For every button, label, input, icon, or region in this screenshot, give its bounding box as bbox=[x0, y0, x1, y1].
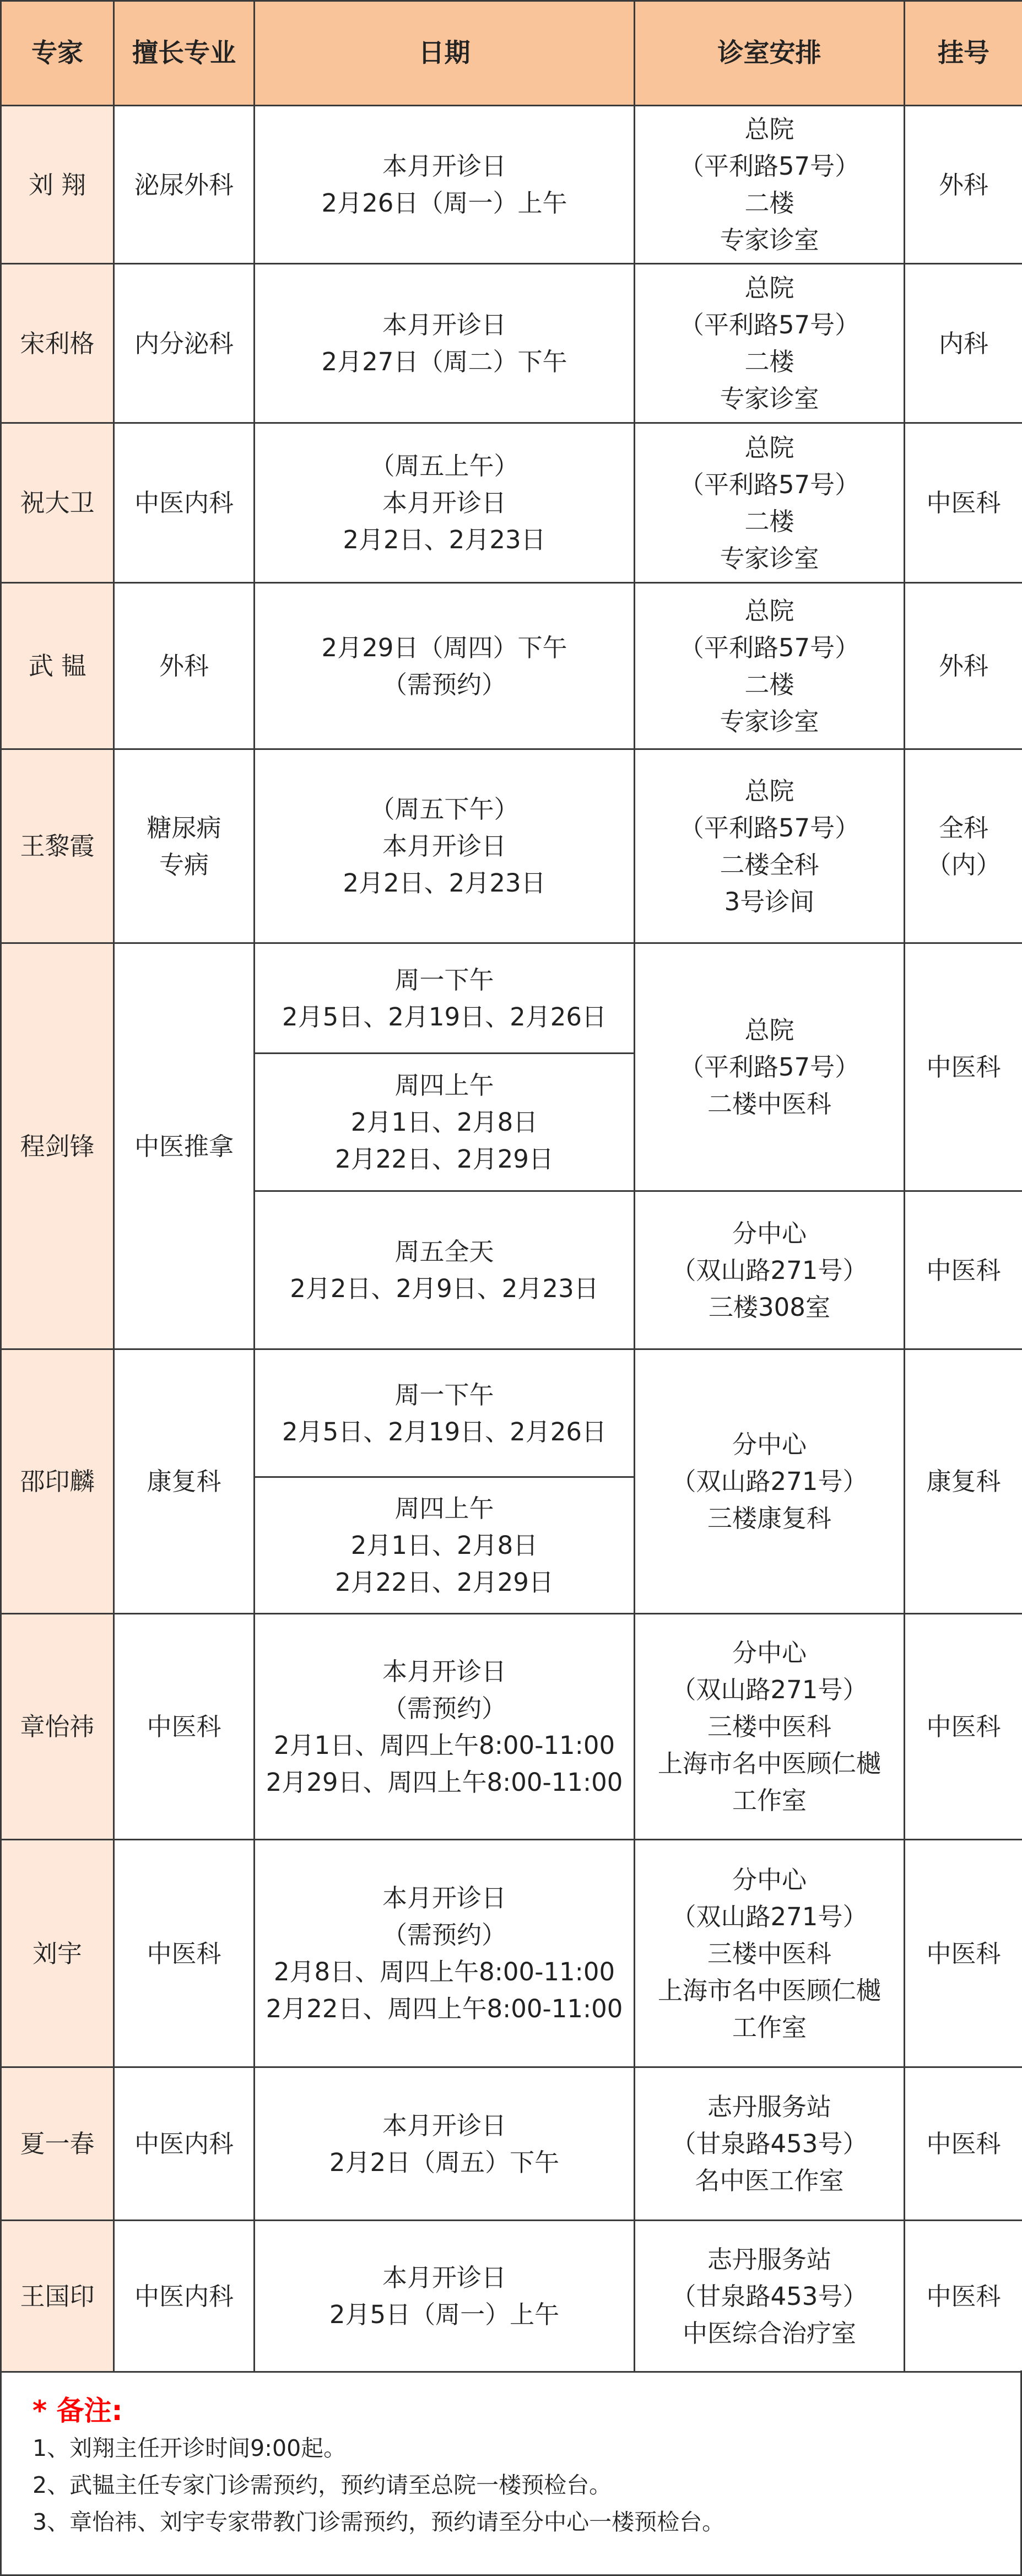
table-row bbox=[1, 943, 1022, 1054]
registration-cell: 中医科 bbox=[905, 423, 1022, 583]
table-row bbox=[1, 1840, 1022, 2067]
date-cell: 周一下午 2月5日、2月19日、2月26日 bbox=[255, 1349, 635, 1477]
expert-name: 王黎霞 bbox=[1, 749, 114, 943]
expert-name: 武 韫 bbox=[1, 583, 114, 749]
notes-title: * 备注: bbox=[33, 2395, 123, 2427]
registration-cell: 内科 bbox=[905, 264, 1022, 423]
header-registration: 挂号 bbox=[905, 1, 1022, 106]
table-row bbox=[1, 423, 1022, 583]
expert-name: 程剑锋 bbox=[1, 943, 114, 1349]
header-room: 诊室安排 bbox=[635, 1, 905, 106]
expert-name: 章怡祎 bbox=[1, 1614, 114, 1840]
table-row bbox=[1, 1614, 1022, 1840]
registration-cell: 中医科 bbox=[905, 943, 1022, 1191]
date-cell: 本月开诊日 2月5日（周一）上午 bbox=[255, 2221, 635, 2372]
table-row bbox=[1, 106, 1022, 264]
table-header-row bbox=[1, 1, 1022, 106]
expert-name: 宋利格 bbox=[1, 264, 114, 423]
note-item: 3、章怡祎、刘宇专家带教门诊需预约，预约请至分中心一楼预检台。 bbox=[33, 2509, 725, 2535]
expert-name: 王国印 bbox=[1, 2221, 114, 2372]
date-cell: 本月开诊日 （需预约） 2月8日、周四上午8:00-11:00 2月22日、周四上午8:00-11:00 bbox=[255, 1840, 635, 2067]
specialty-cell: 中医科 bbox=[114, 1840, 255, 2067]
date-cell: 本月开诊日 2月26日（周一）上午 bbox=[255, 106, 635, 264]
date-cell: 本月开诊日 （需预约） 2月1日、周四上午8:00-11:00 2月29日、周四上午8:00-11:00 bbox=[255, 1614, 635, 1840]
expert-name: 夏一春 bbox=[1, 2067, 114, 2221]
room-cell: 分中心 （双山路271号） 三楼308室 bbox=[635, 1191, 905, 1349]
room-cell: 分中心 （双山路271号） 三楼中医科 上海市名中医顾仁樾 工作室 bbox=[635, 1840, 905, 2067]
room-cell: 总院 （平利路57号） 二楼 专家诊室 bbox=[635, 583, 905, 749]
expert-name: 刘 翔 bbox=[1, 106, 114, 264]
room-cell: 分中心 （双山路271号） 三楼中医科 上海市名中医顾仁樾 工作室 bbox=[635, 1614, 905, 1840]
room-cell: 总院 （平利路57号） 二楼中医科 bbox=[635, 943, 905, 1191]
specialty-cell: 外科 bbox=[114, 583, 255, 749]
date-cell: 本月开诊日 2月27日（周二）下午 bbox=[255, 264, 635, 423]
header-date: 日期 bbox=[255, 1, 635, 106]
date-cell: 周五全天 2月2日、2月9日、2月23日 bbox=[255, 1191, 635, 1349]
room-cell: 总院 （平利路57号） 二楼 专家诊室 bbox=[635, 106, 905, 264]
date-cell: （周五下午） 本月开诊日 2月2日、2月23日 bbox=[255, 749, 635, 943]
date-cell: 2月29日（周四）下午 （需预约） bbox=[255, 583, 635, 749]
specialty-cell: 内分泌科 bbox=[114, 264, 255, 423]
specialty-cell: 糖尿病 专病 bbox=[114, 749, 255, 943]
expert-name: 刘宇 bbox=[1, 1840, 114, 2067]
specialty-cell: 中医内科 bbox=[114, 423, 255, 583]
specialty-cell: 中医科 bbox=[114, 1614, 255, 1840]
registration-cell: 中医科 bbox=[905, 2067, 1022, 2221]
specialty-cell: 中医内科 bbox=[114, 2221, 255, 2372]
room-cell: 总院 （平利路57号） 二楼 专家诊室 bbox=[635, 264, 905, 423]
header-specialty: 擅长专业 bbox=[114, 1, 255, 106]
room-cell: 志丹服务站 （甘泉路453号） 中医综合治疗室 bbox=[635, 2221, 905, 2372]
table-row bbox=[1, 2221, 1022, 2372]
date-cell: 本月开诊日 2月2日（周五）下午 bbox=[255, 2067, 635, 2221]
registration-cell: 外科 bbox=[905, 106, 1022, 264]
room-cell: 志丹服务站 （甘泉路453号） 名中医工作室 bbox=[635, 2067, 905, 2221]
specialty-cell: 中医内科 bbox=[114, 2067, 255, 2221]
specialty-cell: 泌尿外科 bbox=[114, 106, 255, 264]
registration-cell: 中医科 bbox=[905, 1614, 1022, 1840]
table-row bbox=[1, 583, 1022, 749]
date-cell: （周五上午） 本月开诊日 2月2日、2月23日 bbox=[255, 423, 635, 583]
note-item: 1、刘翔主任开诊时间9:00起。 bbox=[33, 2435, 347, 2461]
room-cell: 分中心 （双山路271号） 三楼康复科 bbox=[635, 1349, 905, 1614]
notes-section bbox=[0, 2370, 1022, 2576]
table-row bbox=[1, 1349, 1022, 1477]
note-item: 2、武韫主任专家门诊需预约，预约请至总院一楼预检台。 bbox=[33, 2472, 612, 2498]
expert-name: 邵印麟 bbox=[1, 1349, 114, 1614]
table-row bbox=[1, 264, 1022, 423]
date-cell: 周四上午 2月1日、2月8日 2月22日、2月29日 bbox=[255, 1054, 635, 1191]
date-cell: 周一下午 2月5日、2月19日、2月26日 bbox=[255, 943, 635, 1054]
registration-cell: 中医科 bbox=[905, 2221, 1022, 2372]
specialty-cell: 康复科 bbox=[114, 1349, 255, 1614]
room-cell: 总院 （平利路57号） 二楼全科 3号诊间 bbox=[635, 749, 905, 943]
registration-cell: 中医科 bbox=[905, 1840, 1022, 2067]
registration-cell: 全科 （内） bbox=[905, 749, 1022, 943]
registration-cell: 康复科 bbox=[905, 1349, 1022, 1614]
expert-name: 祝大卫 bbox=[1, 423, 114, 583]
date-cell: 周四上午 2月1日、2月8日 2月22日、2月29日 bbox=[255, 1477, 635, 1614]
specialty-cell: 中医推拿 bbox=[114, 943, 255, 1349]
room-cell: 总院 （平利路57号） 二楼 专家诊室 bbox=[635, 423, 905, 583]
table-row bbox=[1, 2067, 1022, 2221]
registration-cell: 中医科 bbox=[905, 1191, 1022, 1349]
registration-cell: 外科 bbox=[905, 583, 1022, 749]
header-expert: 专家 bbox=[1, 1, 114, 106]
table-row bbox=[1, 749, 1022, 943]
